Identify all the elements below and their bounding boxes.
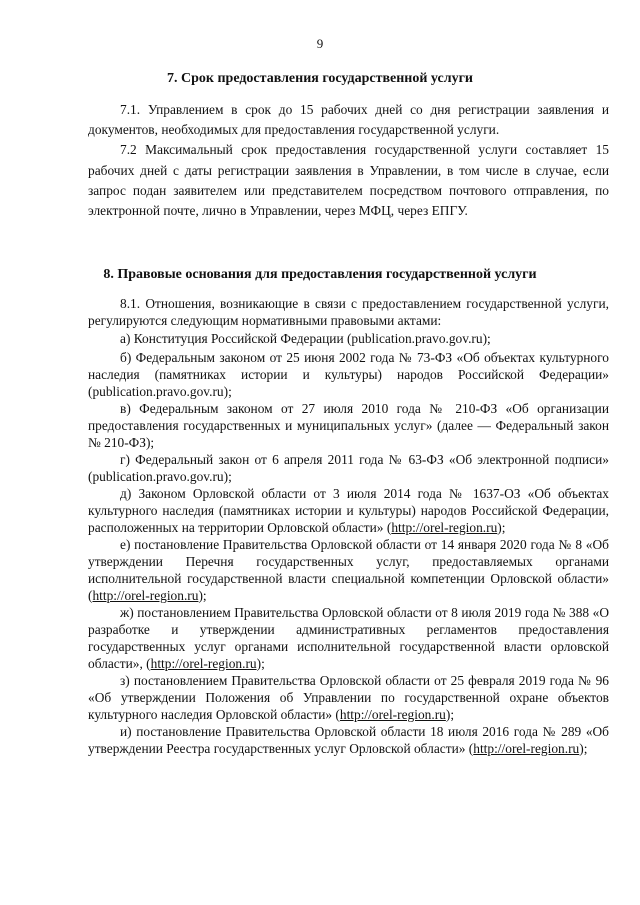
- legal-act-i-link[interactable]: http://orel-region.ru: [473, 741, 580, 757]
- legal-act-zh-link[interactable]: http://orel-region.ru: [150, 656, 257, 672]
- legal-act-a: а) Конституция Российской Федерации (publication.pravo.gov.ru);: [120, 331, 491, 346]
- legal-act-e-end: );: [198, 588, 207, 604]
- legal-act-d-link[interactable]: http://orel-region.ru: [391, 520, 498, 536]
- legal-act-z-text: з) постановлением Правительства Орловской области от 25 февраля 2019 года № 96 «Об утверждении Положения об Управлении по государственной охране объектов культурного наследия Орловской области» (: [88, 673, 609, 723]
- section-7-heading: 7. Срок предоставления государственной услуги: [167, 71, 473, 86]
- legal-act-z-link[interactable]: http://orel-region.ru: [339, 707, 446, 723]
- legal-act-d: [88, 485, 609, 536]
- section-8-heading: 8. Правовые основания для предоставления государственной услуги: [103, 267, 537, 282]
- legal-act-d-text: д) Законом Орловской области от 3 июля 2014 года № 1637-ОЗ «Об объектах культурного наследия (памятниках истории и культуры) народов Российской Федерации, расположенных на территории Орловской области» (: [88, 486, 609, 536]
- paragraph-7-2: 7.2 Максимальный срок предоставления государственной услуги составляет 15 рабочих дней с даты регистрации заявления в Управлении, в том числе в случае, если запрос подан заявителем или представителем посредством почтового отправления, по электронной почте, лично в Управлении, через МФЦ, через ЕПГУ.: [88, 142, 609, 219]
- legal-act-d-end: );: [497, 520, 506, 536]
- section-8-body: [88, 295, 609, 757]
- paragraph-7-1: 7.1. Управлением в срок до 15 рабочих дней со дня регистрации заявления и документов, необходимых для предоставления государственной услуги.: [88, 102, 609, 138]
- legal-act-e-text: е) постановление Правительства Орловской области от 14 января 2020 года № 8 «Об утверждении Перечня государственных услуг, предоставляемых органами исполнительной государственной власти специальной компетенции Орловской области» (: [88, 537, 609, 604]
- legal-act-i: [88, 723, 609, 757]
- page-number: 9: [316, 36, 324, 51]
- legal-act-i-end: );: [579, 741, 588, 757]
- paragraph-8-1: 8.1. Отношения, возникающие в связи с предоставлением государственной услуги, регулируются следующим нормативными правовыми актами:: [88, 296, 609, 328]
- legal-act-zh-end: );: [256, 656, 265, 672]
- legal-act-z-end: );: [445, 707, 455, 723]
- legal-act-e-link[interactable]: http://orel-region.ru: [92, 588, 199, 604]
- legal-act-zh-text: ж) постановлением Правительства Орловской области от 8 июля 2019 года № 388 «О разработке и утверждении административных регламентов предоставления государственных услуг органами исполнительной государственной власти орловской области», (: [88, 605, 609, 672]
- section-7-body: [88, 100, 609, 221]
- legal-act-z: [88, 672, 609, 723]
- legal-act-v: в) Федеральным законом от 27 июля 2010 года № 210-ФЗ «Об организации предоставления государственных и муниципальных услуг» (далее — Федеральный закон № 210-ФЗ);: [88, 401, 609, 451]
- legal-act-i-text: и) постановление Правительства Орловской области 18 июля 2016 года № 289 «Об утверждении Реестра государственных услуг Орловской области» (: [88, 724, 609, 757]
- legal-act-zh: [88, 604, 609, 672]
- legal-act-b: б) Федеральным законом от 25 июня 2002 года № 73-ФЗ «Об объектах культурного наследия (памятниках истории и культуры) народов Российской Федерации» (publication.pravo.gov.ru);: [88, 350, 609, 400]
- legal-act-g: г) Федеральный закон от 6 апреля 2011 года № 63-ФЗ «Об электронной подписи» (publication.pravo.gov.ru);: [88, 452, 609, 485]
- legal-act-e: [88, 536, 609, 604]
